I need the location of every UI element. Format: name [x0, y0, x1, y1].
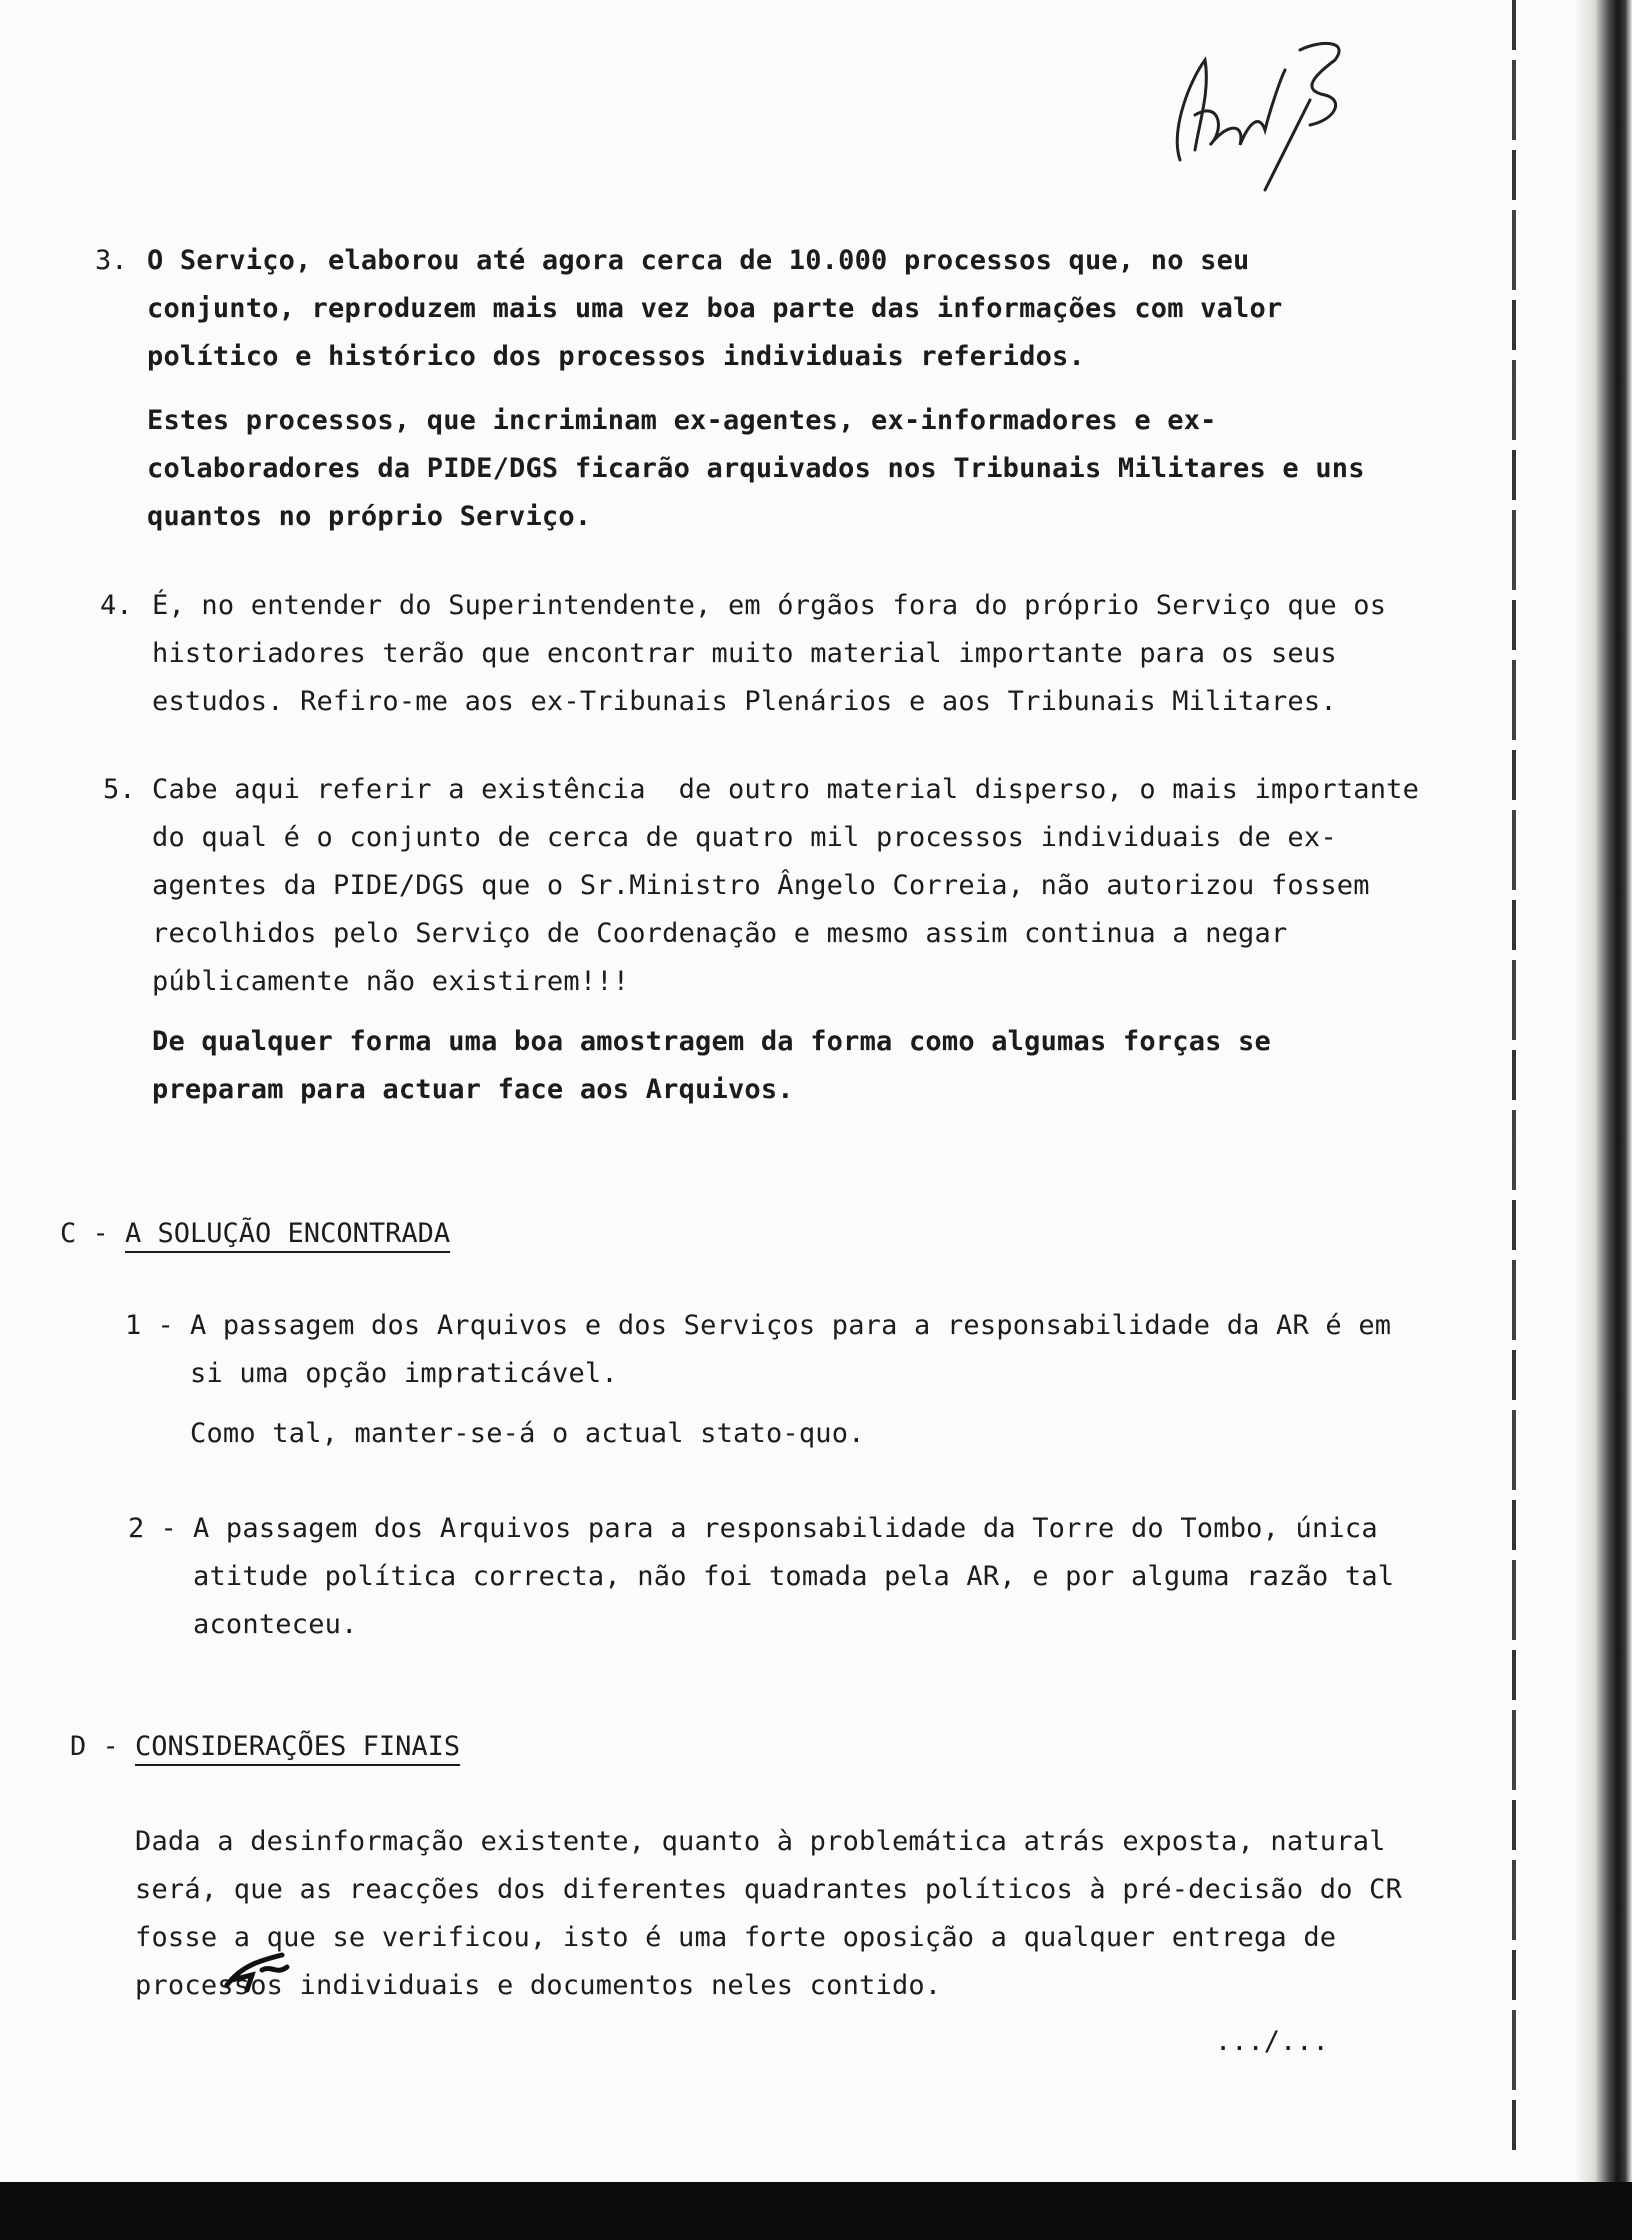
handwritten-signature: [1150, 20, 1380, 200]
section-letter: C -: [60, 1218, 109, 1249]
item-number: 2 -: [128, 1513, 177, 1544]
section-title: A SOLUÇÃO ENCONTRADA: [125, 1218, 451, 1249]
item-number: 4.: [100, 590, 133, 621]
c-item-1-paragraph-2: Como tal, manter-se-á o actual stato-quo.: [190, 1418, 865, 1449]
section-letter: D -: [70, 1731, 119, 1762]
c-item-1-paragraph-1: A passagem dos Arquivos e dos Serviços para a responsabilidade da AR é em si uma opção impraticável.: [190, 1310, 1408, 1389]
item-4-paragraph-1: É, no entender do Superintendente, em órgãos fora do próprio Serviço que os historiadores terão que encontrar muito material importante para os seus estudos. Refiro-me aos ex-Tribunais Plenários e aos Tribunais Militares.: [152, 590, 1403, 717]
item-number: 5.: [103, 774, 136, 805]
item-3-paragraph-1: O Serviço, elaborou até agora cerca de 10.000 processos que, no seu conjunto, reproduzem mais uma vez boa parte das informações com valor político e histórico dos processos individuais referidos.: [147, 245, 1299, 372]
item-5-paragraph-1: Cabe aqui referir a existência de outro material disperso, o mais importante do qual é o conjunto de cerca de quatro mil processos individuais de ex-agentes da PIDE/DGS que o Sr.Ministro Ângelo Correia, não autorizou fossem recolhidos pelo Serviço de Coordenação e mesmo assim continua a negar públicamente não existirem!!!: [152, 774, 1436, 997]
item-3-paragraph-2: Estes processos, que incriminam ex-agentes, ex-informadores e ex-colaboradores da PIDE/DGS ficarão arquivados nos Tribunais Militares e uns quantos no próprio Serviço.: [147, 405, 1382, 532]
item-number: 1 -: [125, 1310, 174, 1341]
c-item-2-paragraph-1: A passagem dos Arquivos para a responsabilidade da Torre do Tombo, única atitude política correcta, não foi tomada pela AR, e por alguma razão tal aconteceu.: [193, 1513, 1411, 1640]
section-title: CONSIDERAÇÕES FINAIS: [135, 1731, 461, 1762]
handwritten-correction: [222, 1945, 302, 1995]
scan-bottom-shadow: [0, 2182, 1632, 2240]
page-continuation: .../...: [1215, 2026, 1329, 2057]
d-paragraph: Dada a desinformação existente, quanto à problemática atrás exposta, natural será, que as reacções dos diferentes quadrantes políticos à pré-decisão do CR fosse a que se verificou, isto é uma forte oposição a qualquer entrega de processos individuais e documentos neles contido.: [135, 1826, 1419, 2001]
scan-edge-shadow: [1575, 0, 1632, 2240]
scan-margin-line: [1512, 0, 1516, 2160]
item-number: 3.: [95, 245, 128, 276]
item-5-paragraph-2: De qualquer forma uma boa amostragem da forma como algumas forças se preparam para actuar face aos Arquivos.: [152, 1026, 1288, 1105]
